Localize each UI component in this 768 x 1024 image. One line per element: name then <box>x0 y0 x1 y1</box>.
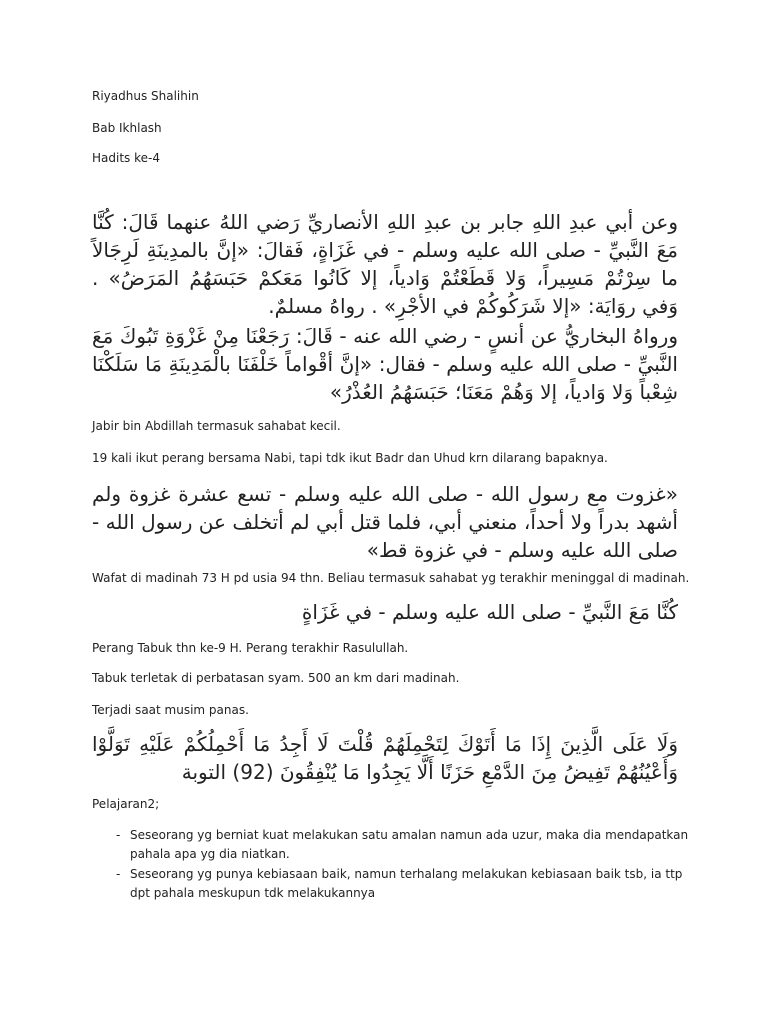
arabic-quran-verse: وَلَا عَلَى الَّذِينَ إِذَا مَا أَتَوْكَ لِتَحْمِلَهُمْ قُلْتَ لَا أَجِدُ مَا أَحْمِلُكُمْ عَلَيْهِ تَوَلَّوْا وَأَعْيُنُهُمْ تَفِيضُ مِنَ الدَّمْعِ حَزَنًا أَلَّا يَجِدُوا مَا يُنْفِقُونَ (92) التوبة <box>92 732 678 784</box>
chapter-label: Bab Ikhlash <box>92 121 162 135</box>
arabic-jabir-quote: «غزوت مع رسول الله - صلى الله عليه وسلم - تسع عشرة غزوة ولم أشهد بدراً ولا أحداً، منعني أبي، فلما قتل أبي لم أتخلف عن رسول الله - صلى الله عليه وسلم - في غزوة قط» <box>92 482 678 562</box>
note-death: Wafat di madinah 73 H pd usia 94 thn. Beliau termasuk sahabat yg terakhir meninggal di madinah. <box>92 571 690 585</box>
lesson-item <box>92 865 692 903</box>
note-battles: 19 kali ikut perang bersama Nabi, tapi tdk ikut Badr dan Uhud krn dilarang bapaknya. <box>92 451 608 465</box>
bullet-dash: - <box>116 828 121 842</box>
note-tabuk: Perang Tabuk thn ke-9 H. Perang terakhir Rasulullah. <box>92 641 409 655</box>
lesson-item <box>92 826 692 864</box>
lessons-heading: Pelajaran2; <box>92 797 160 811</box>
hadith-number: Hadits ke-4 <box>92 151 160 165</box>
arabic-hadith-main: وعن أبي عبدِ اللهِ جابر بن عبدِ اللهِ الأنصاريِّ رَضي اللهُ عنهما قَالَ: كُنَّا مَعَ النَّبيِّ - صلى الله عليه وسلم - في غَزَاةٍ، فَقالَ: «إنَّ بالمدِينَةِ لَرِجَالاً ما سِرْتُمْ مَسِيراً، وَلا قَطَعْتُمْ وَادياً، إلا كَانُوا مَعَكمْ حَبَسَهُمُ المَرَضُ» . وَفي روَايَة: «إلا شَرَكُوكُمْ في الأجْرِ» . رواهُ مسلمٌ. <box>92 210 678 318</box>
document-title: Riyadhus Shalihin <box>92 89 199 103</box>
note-season: Terjadi saat musim panas. <box>92 703 249 717</box>
bullet-dash: - <box>116 867 121 881</box>
note-tabuk-location: Tabuk terletak di perbatasan syam. 500 an km dari madinah. <box>92 671 460 685</box>
lesson-text: Seseorang yg punya kebiasaan baik, namun terhalang melakukan kebiasaan baik tsb, ia ttp dpt pahala meskupun tdk melakukannya <box>130 867 683 900</box>
arabic-hadith-bukhari: ورواهُ البخاريُّ عن أنسٍ - رضي الله عنه - قَالَ: رَجَعْنَا مِنْ غَزْوَةِ تَبُوكَ مَعَ النَّبيِّ - صلى الله عليه وسلم - فقال: «إنَّ أقْواماً خَلْفَنَا بالْمَدِينَةِ مَا سَلَكْنَا شِعْباً وَلا وَادياً، إلا وَهُمْ مَعَنَا؛ حَبَسَهُمُ العُذْرُ» <box>92 324 678 404</box>
arabic-excerpt: كُنَّا مَعَ النَّبيِّ - صلى الله عليه وسلم - في غَزَاةٍ <box>301 600 678 624</box>
lessons-list <box>92 826 692 904</box>
lesson-text: Seseorang yg berniat kuat melakukan satu amalan namun ada uzur, maka dia mendapatkan pahala apa yg dia niatkan. <box>130 828 689 861</box>
note-jabir: Jabir bin Abdillah termasuk sahabat kecil. <box>92 419 341 433</box>
